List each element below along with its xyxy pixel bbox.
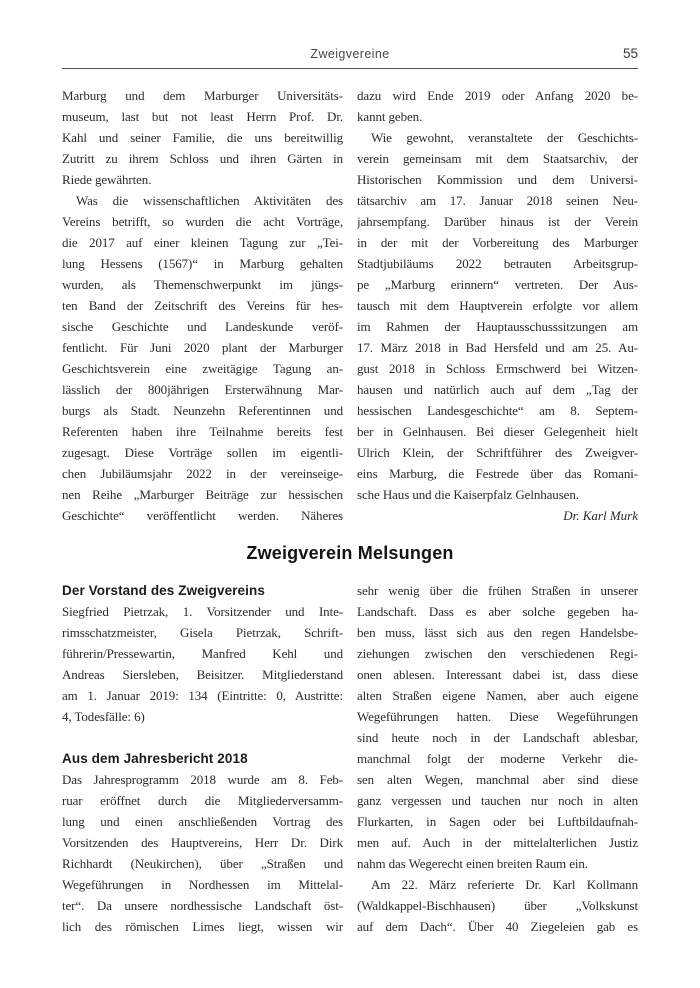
text-line: Siegfried Pietrzak, 1. Vorsitzender und Inte- <box>62 604 343 619</box>
text-line: ter“. Da unsere nordhessische Landschaft öst- <box>62 898 343 913</box>
text-line: Wie gewohnt, veranstaltete der Geschichts- <box>371 130 638 145</box>
running-head <box>62 46 638 62</box>
text-line: Wegeführungen in Nordhessen im Mittelal- <box>62 877 343 892</box>
text-line: Riede gewährten. <box>62 172 152 187</box>
top-left-column <box>62 85 343 526</box>
text-line: sehr wenig über die frühen Straßen in unserer <box>357 583 638 598</box>
text-line: lich des römischen Limes liegt, wissen wir <box>62 919 343 934</box>
text-line: Was die wissenschaftlichen Aktivitäten des <box>76 193 343 208</box>
text-line: nen Reihe „Marburger Beiträge zur hessischen <box>62 487 343 502</box>
text-line: burgs als Stadt. Neunzehn Referentinnen und <box>62 403 343 418</box>
bottom-right-column <box>357 580 638 937</box>
text-line: verein gemeinsam mit dem Staatsarchiv, der <box>357 151 638 166</box>
text-line: Marburg und dem Marburger Universitäts- <box>62 88 343 103</box>
text-line: sische Geschichte und Landeskunde veröf- <box>62 319 343 334</box>
text-line: men auf. Auch in der mittelalterlichen Justiz <box>357 835 638 850</box>
subheading-jahresbericht: Aus dem Jahresbericht 2018 <box>62 751 248 766</box>
text-line: alten Straßen eigene Namen, aber auch eigene <box>357 688 638 703</box>
text-line: Zutritt zu ihrem Schloss und ihren Gärten in <box>62 151 343 166</box>
text-line: jahrsempfang. Darüber hinaus ist der Verein <box>357 214 638 229</box>
top-section <box>62 85 638 526</box>
text-line: führerin/Pressewartin, Manfred Kehl und <box>62 646 343 661</box>
top-right-column <box>357 85 638 526</box>
text-line: sche Haus und die Kaiserpfalz Gelnhausen. <box>357 487 579 502</box>
text-line: tätsarchiv am 17. Januar 2018 seinen Neu- <box>357 193 638 208</box>
text-line: Das Jahresprogramm 2018 wurde am 8. Feb- <box>62 772 343 787</box>
text-line: auf dem Dach“. Über 40 Ziegeleien gab es <box>357 919 638 934</box>
text-line: Geschichte“ veröffentlicht werden. Näheres <box>62 508 343 523</box>
text-line: in der mit der Vorbereitung des Marburger <box>357 235 638 250</box>
text-line: tausch mit dem Hauptverein erfolgte vor allem <box>357 298 638 313</box>
text-line: ruar eröffnet durch die Mitgliederversamm- <box>62 793 343 808</box>
text-line: 4, Todesfälle: 6) <box>62 709 145 724</box>
text-line: ganz vergessen und tauchen nur noch in alten <box>357 793 638 808</box>
text-line: im Rahmen der Hauptausschusssitzungen am <box>357 319 638 334</box>
page-content <box>62 0 638 937</box>
text-line: manchmal folgt der moderne Verkehr die- <box>357 751 638 766</box>
text-line: Am 22. März referierte Dr. Karl Kollmann <box>371 877 638 892</box>
text-line: wurden, als Themenschwerpunkt im jüngs- <box>62 277 343 292</box>
text-line: Andreas Siersleben, Beisitzer. Mitgliederstand <box>62 667 343 682</box>
text-line: die 2017 auf einer kleinen Tagung zur „Tei- <box>62 235 343 250</box>
text-line: Ulrich Klein, der Schriftführer des Zweigver- <box>357 445 638 460</box>
text-line: eins Marburg, die Festrede über das Romani- <box>357 466 638 481</box>
text-line: Landschaft. Dass es aber solche gegeben ha- <box>357 604 638 619</box>
text-line: nahm das Wegerecht einen breiten Raum ein. <box>357 856 588 871</box>
text-line: Flurkarten, in Sagen oder bei Luftbildaufnah- <box>357 814 638 829</box>
author-signature: Dr. Karl Murk <box>563 508 638 523</box>
text-line: 17. März 2018 in Bad Hersfeld und am 25. Au- <box>357 340 638 355</box>
text-line: pe „Marburg erinnern“ vertreten. Der Aus- <box>357 277 638 292</box>
text-line: Richhardt (Neukirchen), über „Straßen und <box>62 856 343 871</box>
text-line: (Waldkappel-Bischhausen) über „Volkskunst <box>357 898 638 913</box>
text-line: ten Band der Zeitschrift des Vereins für hes- <box>62 298 343 313</box>
text-line: Kahl und seiner Familie, die uns bereitwillig <box>62 130 343 145</box>
top-right-lines <box>357 85 638 505</box>
running-head-title: Zweigvereine <box>310 47 390 61</box>
text-line: Referenten haben ihre Teilnahme bereits fest <box>62 424 343 439</box>
text-line: am 1. Januar 2019: 134 (Eintritte: 0, Austritte: <box>62 688 343 703</box>
subheading-vorstand: Der Vorstand des Zweigvereins <box>62 583 265 598</box>
text-line: museum, last but not least Herrn Prof. Dr. <box>62 109 343 124</box>
text-line: Vorsitzenden des Hauptvereins, Herr Dr. Dirk <box>62 835 343 850</box>
section-heading: Zweigverein Melsungen <box>246 543 454 563</box>
jahresbericht-paragraph <box>62 769 343 937</box>
text-line: zugesagt. Diese Vorträge sollen im eigentli- <box>62 445 343 460</box>
text-line: ben muss, lässt sich aus den regen Handelsbe- <box>357 625 638 640</box>
text-line: sen alten Wegen, manchmal aber sind diese <box>357 772 638 787</box>
text-line: dazu wird Ende 2019 oder Anfang 2020 be- <box>357 88 638 103</box>
text-line: Vereins betrifft, so wurden die acht Vorträge, <box>62 214 343 229</box>
text-line: fentlicht. Für Juni 2020 plant der Marburger <box>62 340 343 355</box>
text-line: rimsschatzmeister, Gisela Pietrzak, Schrift- <box>62 625 343 640</box>
text-line: hessischen Landesgeschichte“ am 8. Septem- <box>357 403 638 418</box>
text-line: onen ablesen. Interessant dabei ist, dass diese <box>357 667 638 682</box>
text-line: lässlich der 800jährigen Ersterwähnung Mar- <box>62 382 343 397</box>
bottom-left-column <box>62 580 343 937</box>
header-rule <box>62 68 638 69</box>
text-line: lung Hessens (1567)“ in Marburg gehalten <box>62 256 343 271</box>
text-line: Geschichtsverein eine zweitägige Tagung an- <box>62 361 343 376</box>
text-line: Stadtjubiläums 2022 betrauten Arbeitsgrup- <box>357 256 638 271</box>
text-line: ziehungen zwischen den verschiedenen Regi- <box>357 646 638 661</box>
page-number: 55 <box>622 46 638 61</box>
text-line: ber in Gelnhausen. Bei dieser Gelegenheit hielt <box>357 424 638 439</box>
text-line: lung und einen anschließenden Vortrag des <box>62 814 343 829</box>
vorstand-paragraph <box>62 601 343 727</box>
text-line: hausen und natürlich auch auf dem „Tag der <box>357 382 638 397</box>
text-line: gust 2018 in Schloss Ermschwerd bei Witzen- <box>357 361 638 376</box>
text-line: sind heute noch in der Landschaft ablesbar, <box>357 730 638 745</box>
text-line: kannt geben. <box>357 109 423 124</box>
text-line: chen Jubiläumsjahr 2022 in der vereinseige- <box>62 466 343 481</box>
text-line: Historischen Kommission und dem Universi- <box>357 172 638 187</box>
text-line: Wegeführungen hatten. Diese Wegeführungen <box>357 709 638 724</box>
bottom-section <box>62 580 638 937</box>
